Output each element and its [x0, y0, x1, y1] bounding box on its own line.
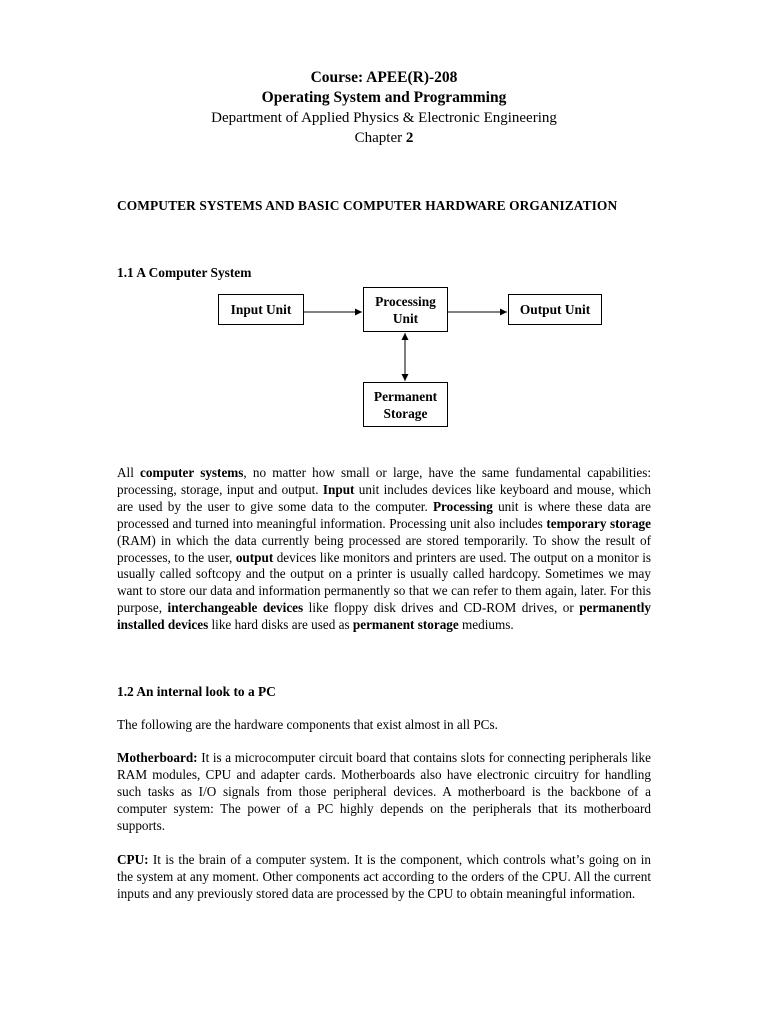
section-1-2-heading: 1.2 An internal look to a PC	[117, 684, 276, 699]
processing-unit-label: Processing Unit	[375, 293, 436, 326]
motherboard-label: Motherboard:	[117, 750, 198, 765]
input-unit-label: Input Unit	[230, 302, 292, 317]
chapter-number: 2	[405, 130, 414, 146]
motherboard-paragraph: Motherboard: It is a microcomputer circuit board that contains slots for connecting peripherals like RAM modules, CPU and adapter cards. Motherboards also have electronic circuitry for handling such tasks as I/O signals from those peripheral devices. A motherboard is the backbone of a computer system: The power of a PC highly depends on the peripherals that its motherboard supports.	[117, 750, 651, 833]
permanent-storage-box	[363, 382, 448, 427]
processing-unit-box	[363, 287, 448, 332]
permanent-storage-label: Permanent Storage	[373, 388, 438, 421]
cpu-paragraph: CPU: It is the brain of a computer system. It is the component, which controls what’s going on in the system at any moment. Other components act according to the orders of the CPU. All the current inputs and any previously stored data are processed by the CPU to obtain meaningful information.	[117, 852, 651, 901]
department-name: Department of Applied Physics & Electronic Engineering	[211, 110, 557, 126]
course-subject: Operating System and Programming	[261, 89, 507, 106]
input-unit-box	[218, 294, 304, 325]
section-1-1-heading: 1.1 A Computer System	[117, 265, 252, 280]
main-title: COMPUTER SYSTEMS AND BASIC COMPUTER HARDWARE ORGANIZATION	[117, 198, 618, 213]
computer-system-paragraph: All computer systems, no matter how small or large, have the same fundamental capabilities: processing, storage, input and output. Input unit includes devices like keyboard and mouse, which are used by the user to give some data to the computer. Processing unit is where these data are processed and turned into meaningful information. Processing unit also includes temporary storage (RAM) in which the data currently being processed are stored temporarily. To show the result of processes, to the user, output devices like monitors and printers are used. The output on a monitor is usually called softcopy and the output on a printer is usually called hardcopy. Sometimes we may want to store our data and information permanently so that we can refer to them again, later. For this purpose, interchangeable devices like floppy disk drives and CD-ROM drives, or permanently installed devices like hard disks are used as permanent storage mediums.	[117, 465, 652, 633]
output-unit-box	[508, 294, 602, 325]
hardware-intro-paragraph: The following are the hardware components that exist almost in all PCs.	[117, 717, 498, 732]
chapter-label: Chapter	[354, 130, 406, 146]
course-code: Course: APEE(R)-208	[310, 69, 458, 86]
chapter-line	[0, 128, 768, 148]
output-unit-label: Output Unit	[519, 302, 591, 317]
cpu-label: CPU:	[117, 852, 149, 867]
document-header	[0, 68, 768, 148]
